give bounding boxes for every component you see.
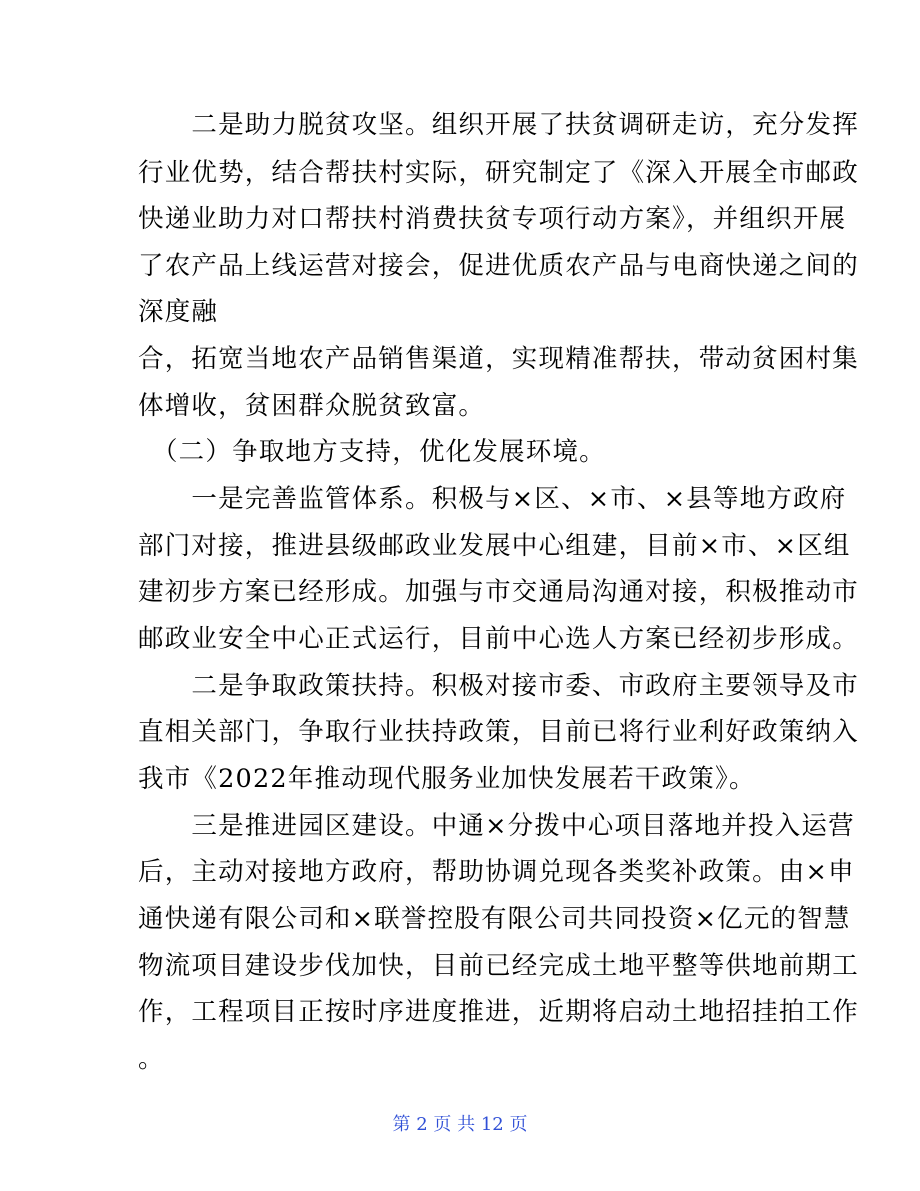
text-line: 邮政业安全中心正式运行，目前中心选人方案已经初步形成。 bbox=[138, 624, 859, 654]
text-line: 深度融 bbox=[138, 297, 219, 327]
text-line: 直相关部门，争取行业扶持政策，目前已将行业利好政策纳入 bbox=[138, 717, 859, 747]
text-line: 三是推进园区建设。中通×分拨中心项目落地并投入运营 bbox=[138, 811, 855, 841]
text-line: 建初步方案已经形成。加强与市交通局沟通对接，积极推动市 bbox=[138, 577, 859, 607]
text-line: 通快递有限公司和×联誉控股有限公司共同投资×亿元的智慧 bbox=[138, 904, 851, 934]
text-line: 体增收，贫困群众脱贫致富。 bbox=[138, 391, 486, 421]
text-line: 后，主动对接地方政府，帮助协调兑现各类奖补政策。由×申 bbox=[138, 857, 855, 887]
text-line: 物流项目建设步伐加快，目前已经完成土地平整等供地前期工 bbox=[138, 951, 859, 981]
text-line: 了农产品上线运营对接会，促进优质农产品与电商快递之间的 bbox=[138, 251, 859, 281]
text-line: 作，工程项目正按时序进度推进，近期将启动土地招挂拍工作 bbox=[138, 997, 859, 1027]
section-heading: （二）争取地方支持，优化发展环境。 bbox=[138, 437, 606, 467]
text-line: 二是助力脱贫攻坚。组织开展了扶贫调研走访，充分发挥 bbox=[138, 110, 859, 140]
text-line: 。 bbox=[138, 1044, 165, 1074]
page-number-footer: 第 2 页 共 12 页 bbox=[392, 1114, 528, 1135]
text-line: 二是争取政策扶持。积极对接市委、市政府主要领导及市 bbox=[138, 671, 859, 701]
text-line: 行业优势，结合帮扶村实际，研究制定了《深入开展全市邮政 bbox=[138, 158, 859, 188]
text-line: 部门对接，推进县级邮政业发展中心组建，目前×市、×区组 bbox=[138, 531, 851, 561]
text-line: 一是完善监管体系。积极与×区、×市、×县等地方政府 bbox=[138, 484, 847, 514]
text-line: 快递业助力对口帮扶村消费扶贫专项行动方案》，并组织开展 bbox=[138, 204, 847, 234]
text-line: 合，拓宽当地农产品销售渠道，实现精准帮扶，带动贫困村集 bbox=[138, 344, 859, 374]
text-line: 我市《2022年推动现代服务业加快发展若干政策》。 bbox=[138, 764, 756, 794]
